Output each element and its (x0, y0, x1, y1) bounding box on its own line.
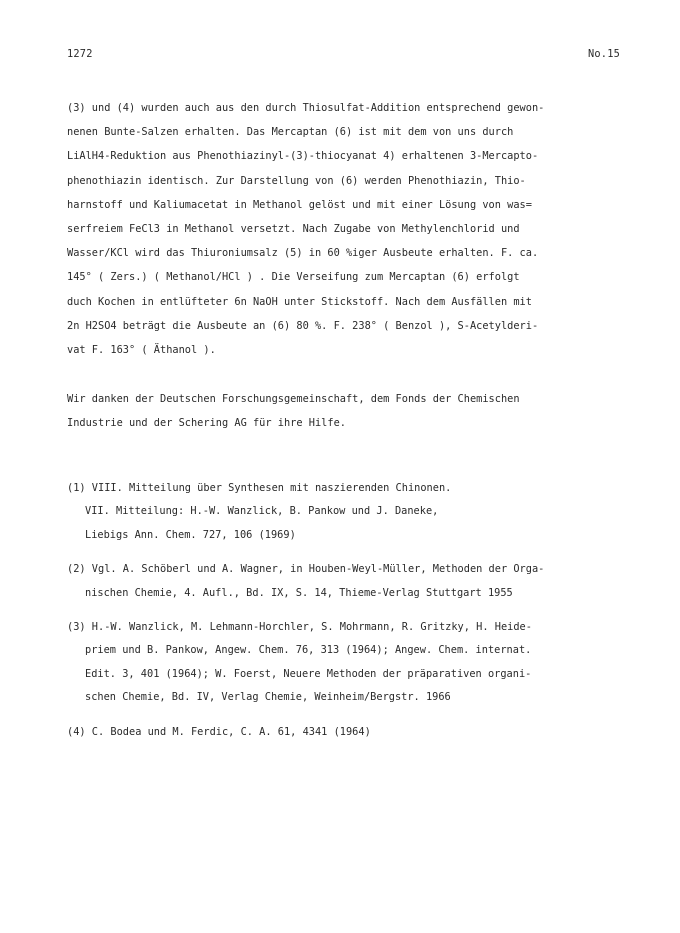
body-line: nenen Bunte-Salzen erhalten. Das Mercaptan (6) ist mit dem von uns durch (67, 126, 514, 139)
reference-line: (3) H.-W. Wanzlick, M. Lehmann-Horchler, S. Mohrmann, R. Gritzky, H. Heide- (67, 620, 532, 633)
reference-line: Edit. 3, 401 (1964); W. Foerst, Neuere Methoden der präparativen organi- (85, 667, 532, 680)
reference-line: (2) Vgl. A. Schöberl und A. Wagner, in Houben-Weyl-Müller, Methoden der Orga- (67, 563, 545, 576)
body-line: vat F. 163° ( Äthanol ). (67, 343, 216, 356)
journal-issue-number: No.15 (588, 48, 620, 60)
body-line: 145° ( Zers.) ( Methanol/HCl ) . Die Verseifung zum Mercaptan (6) erfolgt (67, 271, 520, 284)
body-line: duch Kochen in entlüfteter 6n NaOH unter Stickstoff. Nach dem Ausfällen mit (67, 295, 532, 308)
reference-item (67, 477, 627, 547)
reference-line: Liebigs Ann. Chem. 727, 106 (1969) (85, 528, 296, 541)
body-line: LiAlH4-Reduktion aus Phenothiazinyl-(3)-thiocyanat 4) erhaltenen 3-Mercapto- (67, 150, 539, 163)
reference-line: (1) VIII. Mitteilung über Synthesen mit naszierenden Chinonen. (67, 482, 452, 494)
reference-item (67, 616, 627, 710)
reference-line: VII. Mitteilung: H.-W. Wanzlick, B. Pankow und J. Daneke, (85, 505, 439, 518)
body-line: Wasser/KCl wird das Thiuroniumsalz (5) in 60 %iger Ausbeute erhalten. F. ca. (67, 247, 539, 260)
reference-line: schen Chemie, Bd. IV, Verlag Chemie, Weinheim/Bergstr. 1966 (85, 691, 451, 704)
body-paragraph (67, 96, 627, 362)
acknowledgement-line: Industrie und der Schering AG für ihre Hilfe. (67, 417, 346, 430)
reference-list (67, 477, 627, 755)
reference-line: priem und B. Pankow, Angew. Chem. 76, 313 (1964); Angew. Chem. internat. (85, 644, 532, 657)
acknowledgement-paragraph (67, 387, 627, 435)
body-line: (3) und (4) wurden auch aus den durch Thiosulfat-Addition entsprechend gewon- (67, 102, 545, 114)
body-line: phenothiazin identisch. Zur Darstellung von (6) werden Phenothiazin, Thio- (67, 174, 526, 187)
page-number: 1272 (67, 48, 93, 60)
body-line: harnstoff und Kaliumacetat in Methanol gelöst und mit einer Lösung von was= (67, 198, 532, 211)
body-line: serfreiem FeCl3 in Methanol versetzt. Nach Zugabe von Methylenchlorid und (67, 222, 520, 235)
acknowledgement-line: Wir danken der Deutschen Forschungsgemeinschaft, dem Fonds der Chemischen (67, 393, 520, 405)
reference-line: (4) C. Bodea und M. Ferdic, C. A. 61, 4341 (1964) (67, 725, 371, 738)
body-line: 2n H2SO4 beträgt die Ausbeute an (6) 80 %. F. 238° ( Benzol ), S-Acetylderi- (67, 319, 539, 332)
reference-line: nischen Chemie, 4. Aufl., Bd. IX, S. 14, Thieme-Verlag Stuttgart 1955 (85, 586, 513, 599)
reference-item (67, 721, 627, 744)
reference-item (67, 558, 627, 605)
